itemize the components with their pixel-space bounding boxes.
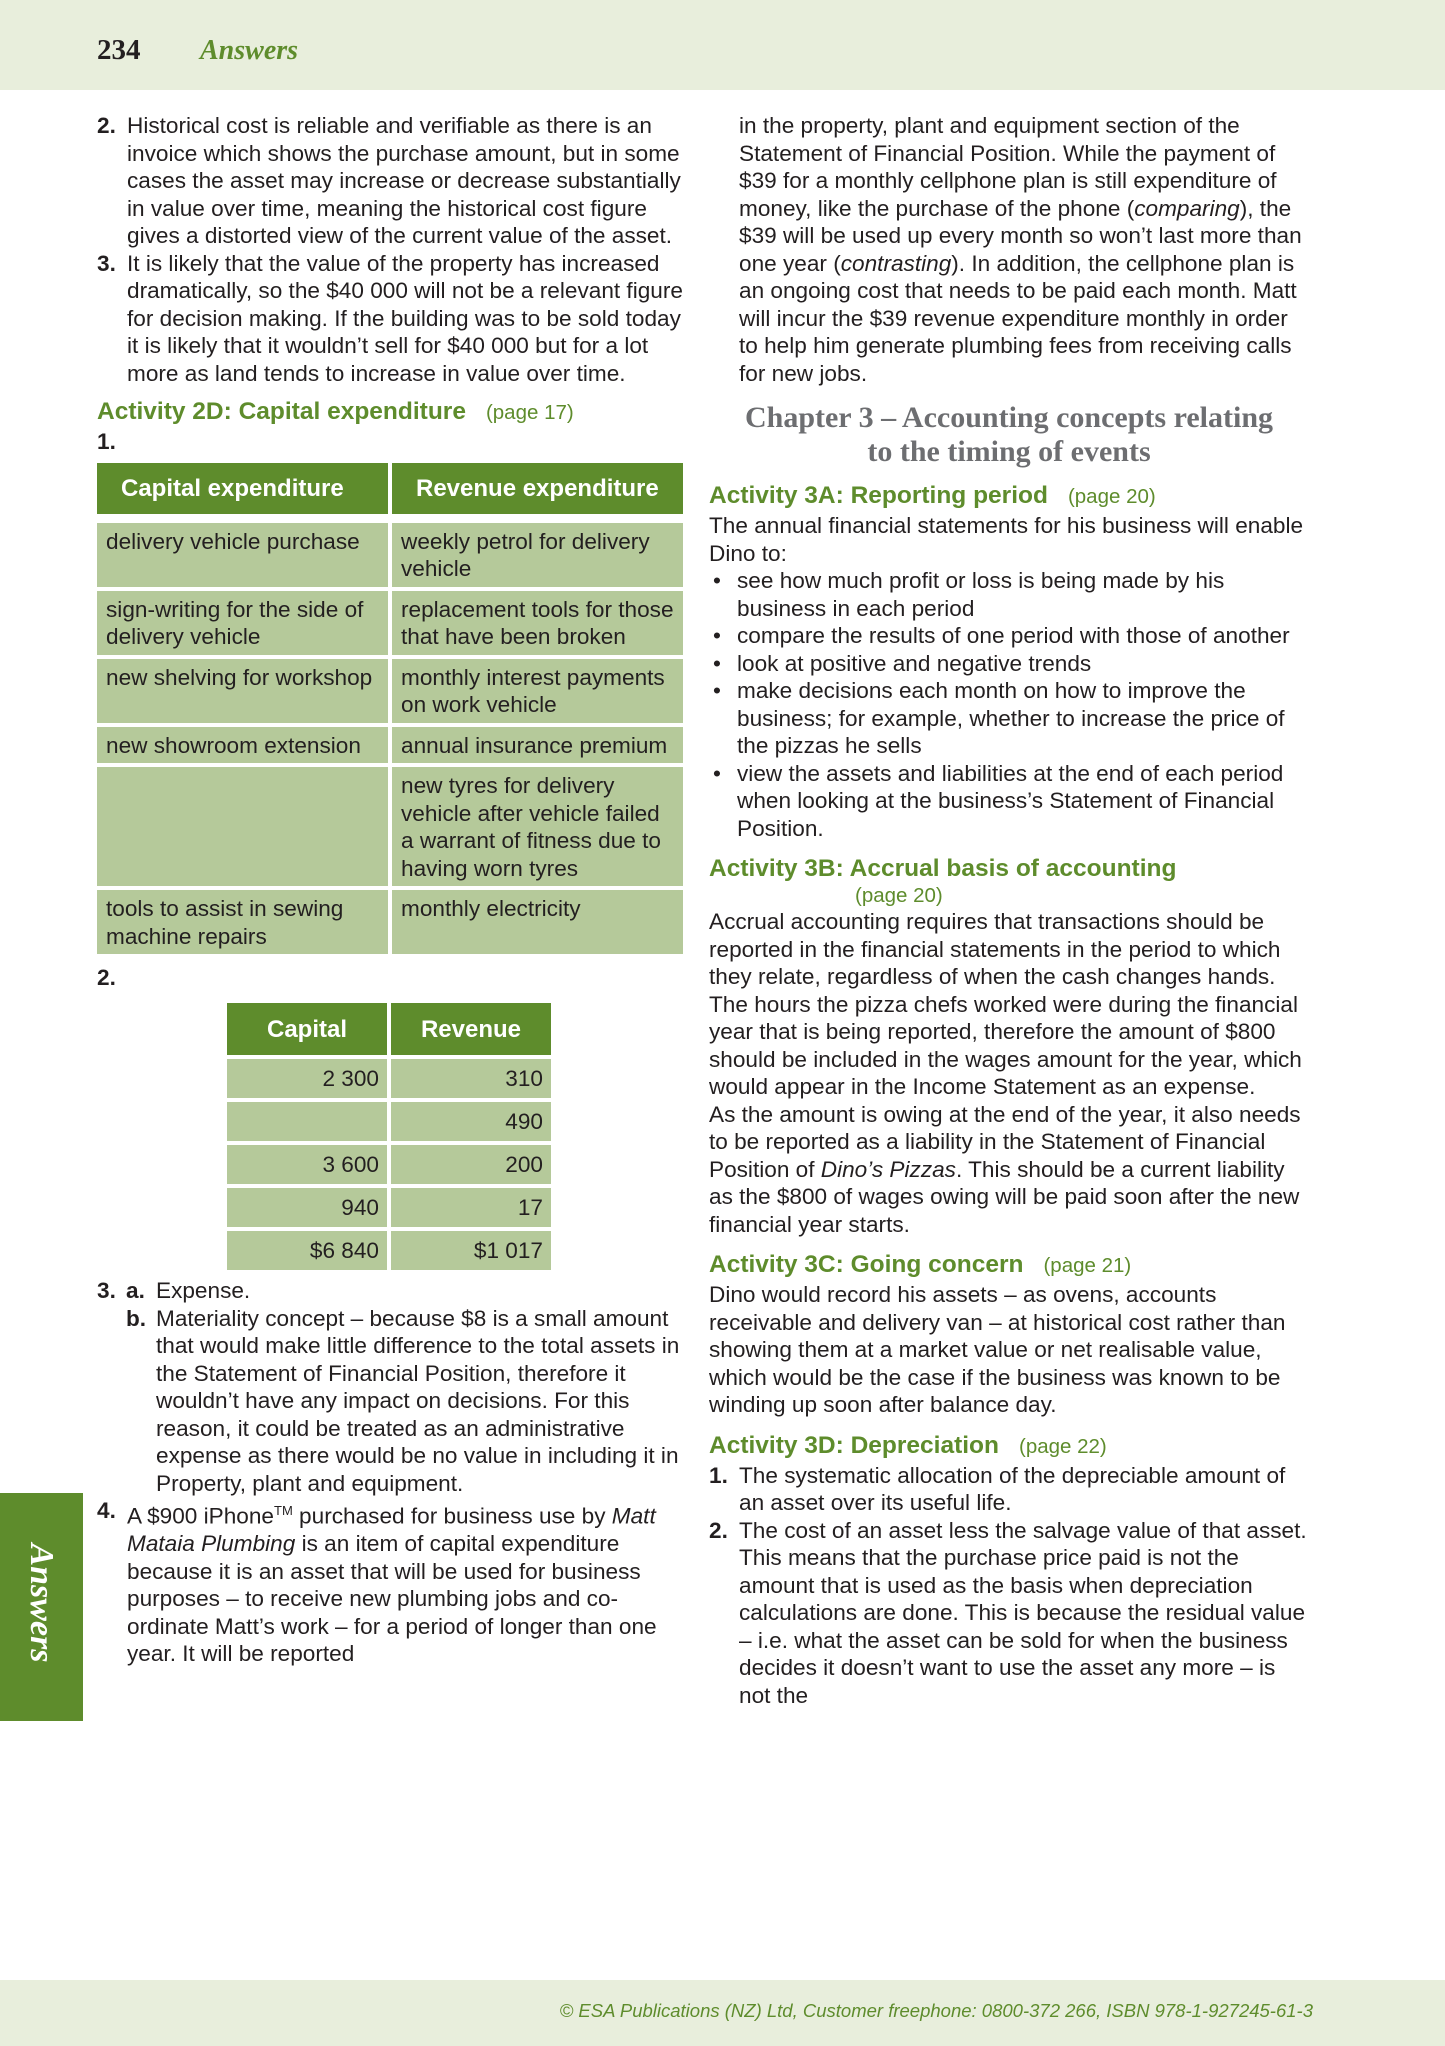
sub-label: a.	[126, 1278, 145, 1303]
table-row	[97, 890, 683, 954]
trademark-mark: TM	[274, 1503, 293, 1518]
list-item: • compare the results of one period with those of another	[713, 623, 1290, 648]
table-cell: 2 300	[227, 1059, 387, 1098]
table-cell: $6 840	[227, 1231, 387, 1270]
activity-title: Activity 3D: Depreciation	[709, 1431, 999, 1459]
paragraph	[709, 1101, 1309, 1239]
column-header: Capital expenditure	[97, 463, 388, 514]
answer-item-2	[709, 1517, 1309, 1710]
list-item-text: make decisions each month on how to improve the business; for example, whether to increase the price of the pizzas he sells	[737, 678, 1285, 758]
business-name: Matt Mataia Plumbing	[127, 1503, 656, 1557]
list-item-text: view the assets and liabilities at the end of each period when looking at the business’s Statement of Financial Position.	[737, 760, 1284, 841]
right-column	[709, 112, 1309, 1709]
table-cell: annual insurance premium	[392, 727, 683, 764]
left-column	[97, 112, 687, 1668]
list-item-text: look at positive and negative trends	[737, 650, 1092, 676]
list-item-text: compare the results of one period with those of another	[737, 623, 1290, 648]
item-text: Historical cost is reliable and verifiable as there is an invoice which shows the purchase amount, but in some cases the asset may increase or decrease substantially in value over time, meaning the historical cost figure gives a distorted view of the current value of the asset.	[127, 113, 681, 248]
column-header: Capital	[227, 1003, 387, 1056]
item-number: 2.	[97, 113, 116, 138]
table-row	[97, 523, 683, 587]
table-row	[227, 1059, 551, 1098]
question-1-number: 1.	[97, 429, 116, 454]
bullet-list	[709, 567, 1309, 842]
table-header-row	[97, 463, 683, 514]
item-text: A $900 iPhone	[127, 1503, 274, 1529]
paragraph: Dino would record his assets – as ovens, accounts receivable and delivery van – at historical cost rather than showing them at a market value or net realisable value, which would be the case if the business was known to be winding up soon after balance day.	[709, 1282, 1286, 1417]
item-text: Materiality concept – because $8 is a small amount that would make little difference to the total assets in the Statement of Financial Position, therefore it wouldn’t have any impact on decisions. For this reason, it could be treated as an administrative expense as there would be no value in including it in Property, plant and equipment.	[156, 1305, 680, 1496]
chapter-3-heading	[709, 401, 1309, 469]
activity-2d-heading	[97, 397, 687, 428]
activity-page-ref: (page 20)	[855, 884, 943, 907]
table-row	[227, 1231, 551, 1270]
table-row	[97, 767, 683, 886]
activity-3b-heading	[709, 854, 1309, 908]
answer-item-1	[709, 1462, 1309, 1517]
activity-intro: The annual financial statements for his business will enable Dino to:	[709, 513, 1304, 566]
answer-item-3	[97, 250, 687, 388]
list-item-text: see how much profit or loss is being made by his business in each period	[737, 568, 1225, 621]
table-cell	[97, 767, 388, 886]
question-2-number: 2.	[97, 965, 116, 990]
table-cell: new tyres for delivery vehicle after vehicle failed a warrant of fitness due to having worn tyres	[392, 767, 683, 886]
item-number: 3.	[97, 250, 116, 276]
activity-3c-heading	[709, 1250, 1309, 1281]
continuation-paragraph	[709, 112, 1309, 387]
table-row	[97, 659, 683, 723]
chapter-heading-line: Chapter 3 – Accounting concepts relating	[744, 401, 1274, 434]
table-cell: 310	[391, 1059, 551, 1098]
activity-title: Activity 2D: Capital expenditure	[97, 398, 466, 425]
list-item: • view the assets and liabilities at the end of each period when looking at the business’s Statement of Financial Position.	[713, 760, 1284, 841]
chapter-heading-line: to the timing of events	[867, 435, 1151, 468]
table-row	[227, 1102, 551, 1141]
answers-side-tab	[0, 1493, 83, 1721]
table-cell: tools to assist in sewing machine repairs	[97, 890, 388, 954]
list-item: • look at positive and negative trends	[713, 650, 1092, 676]
column-header: Revenue	[391, 1003, 551, 1056]
item-text: The cost of an asset less the salvage value of that asset. This means that the purchase price paid is not the amount that is used as the basis when depreciation calculations are done. This is because the residual value – i.e. what the asset can be sold for when the business decides it doesn’t want to use the asset any more – is not the	[739, 1517, 1307, 1708]
paragraph-text: As the amount is owing at the end of the year, it also needs to be reported as a liability in the Statement of Financial Position of	[709, 1101, 1301, 1182]
item-text: is an item of capital expenditure because it is an asset that will be used for business purposes – to receive new plumbing jobs and co-ordinate Matt’s work – for a period of longer than one year. It will be reported	[127, 1531, 657, 1667]
side-tab-label: Answers	[23, 1543, 60, 1663]
table-cell: 940	[227, 1188, 387, 1227]
table-header-row	[227, 1003, 551, 1056]
activity-title: Activity 3C: Going concern	[709, 1251, 1024, 1278]
answer-item-4	[97, 1497, 687, 1668]
answer-item-3b	[97, 1305, 687, 1498]
footer-copyright: © ESA Publications (NZ) Ltd, Customer freephone: 0800-372 266, ISBN 978-1-927245-61-3	[559, 2000, 1313, 2021]
table-cell: 490	[391, 1102, 551, 1141]
italic-term: contrasting	[840, 250, 952, 276]
table-cell: delivery vehicle purchase	[97, 523, 388, 587]
paragraph-text: ). In addition, the cellphone plan is an ongoing cost that needs to be paid each month. Matt will incur the $39 revenue expenditure monthly in order to help him generate plumbing fees from receiving calls for new jobs.	[739, 250, 1297, 386]
item-text: Expense.	[156, 1278, 251, 1303]
activity-page-ref: (page 21)	[1043, 1254, 1132, 1277]
table-cell: $1 017	[391, 1231, 551, 1270]
column-header: Revenue expenditure	[392, 463, 683, 514]
activity-title: Activity 3B: Accrual basis of accounting	[709, 855, 1177, 882]
item-number: 4.	[97, 1498, 116, 1523]
page-number: 234	[97, 34, 141, 66]
table-cell: monthly interest payments on work vehicle	[392, 659, 683, 723]
table-cell: 17	[391, 1188, 551, 1227]
table-row	[227, 1145, 551, 1184]
paragraph-text: in the property, plant and equipment section of the Statement of Financial Position. While the payment of $39 for a monthly cellphone plan is still expenditure of money, like the purchase of the phone (	[739, 113, 1277, 221]
activity-page-ref: (page 20)	[1067, 485, 1156, 508]
capital-revenue-table	[223, 999, 555, 1275]
table-cell: new shelving for workshop	[97, 659, 388, 723]
paragraph: The hours the pizza chefs worked were during the financial year that is being reported, therefore the amount of $800 should be included in the wages amount for the year, which would appear in the Income Statement as an expense.	[709, 991, 1302, 1099]
table-cell: new showroom extension	[97, 727, 388, 764]
activity-title: Activity 3A: Reporting period	[709, 482, 1048, 509]
activity-page-ref: (page 17)	[485, 401, 574, 424]
paragraph-text: . This should be a current liability as the $800 of wages owing will be paid soon after the new financial year starts.	[709, 1156, 1300, 1237]
section-title: Answers	[200, 35, 299, 66]
italic-term: comparing	[1134, 195, 1240, 221]
paragraph: Accrual accounting requires that transactions should be reported in the financial statements in the period to which they relate, regardless of when the cash changes hands.	[709, 909, 1281, 989]
item-text: It is likely that the value of the property has increased dramatically, so the $40 000 will not be a relevant figure for decision making. If the building was to be sold today it is likely that it wouldn’t sell for $40 000 but for a lot more as land tends to increase in value over time.	[127, 250, 683, 386]
item-number: 2.	[709, 1517, 728, 1543]
item-number: 3.	[97, 1278, 116, 1303]
sub-label: b.	[126, 1305, 147, 1331]
table-row	[97, 591, 683, 655]
table-row	[97, 727, 683, 764]
table-cell: weekly petrol for delivery vehicle	[392, 523, 683, 587]
activity-page-ref: (page 22)	[1019, 1434, 1107, 1458]
answer-item-3a	[97, 1277, 687, 1305]
item-number: 1.	[709, 1462, 728, 1488]
item-text: The systematic allocation of the depreciable amount of an asset over its useful life.	[739, 1462, 1286, 1515]
business-name: Dino’s Pizzas	[820, 1156, 956, 1182]
activity-3a-heading	[709, 481, 1309, 512]
table-cell: 200	[391, 1145, 551, 1184]
expenditure-table	[93, 459, 687, 959]
answer-item-2	[97, 112, 687, 250]
table-cell: replacement tools for those that have been broken	[392, 591, 683, 655]
list-item: • see how much profit or loss is being made by his business in each period	[713, 568, 1225, 621]
table-cell	[227, 1102, 387, 1141]
table-cell: monthly electricity	[392, 890, 683, 954]
list-item: • make decisions each month on how to improve the business; for example, whether to increase the price of the pizzas he sells	[713, 678, 1285, 758]
table-cell: sign-writing for the side of delivery vehicle	[97, 591, 388, 655]
item-text: purchased for business use by	[292, 1503, 612, 1529]
paragraph-text: ), the $39 will be used up every month so won’t last more than one year (	[739, 195, 1302, 276]
table-row	[227, 1188, 551, 1227]
activity-3d-heading	[709, 1431, 1309, 1462]
table-cell: 3 600	[227, 1145, 387, 1184]
